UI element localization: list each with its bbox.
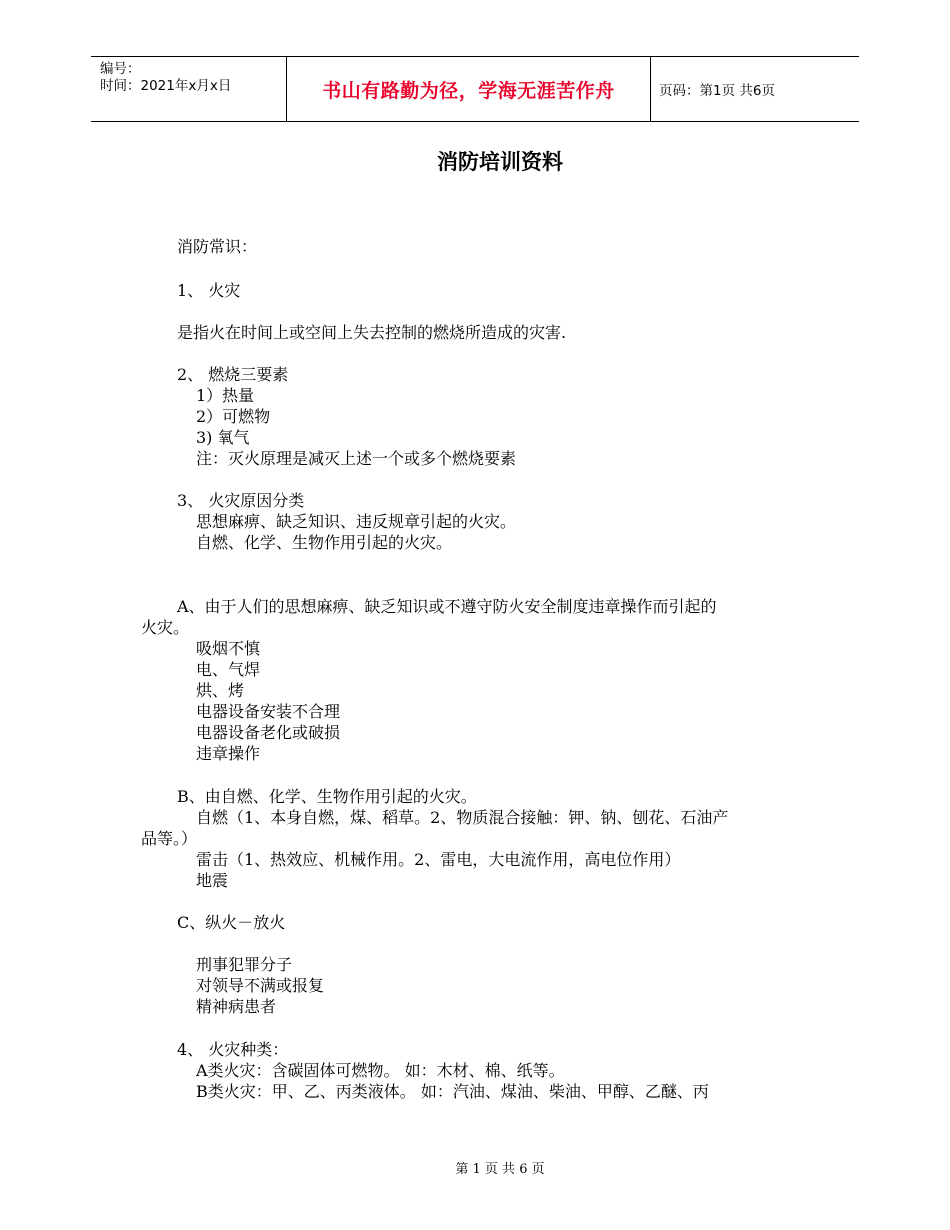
list-item: 违章操作: [196, 744, 261, 763]
list-item: 电、气焊: [196, 660, 261, 679]
document-number-label: 编号：: [100, 61, 141, 77]
section-heading-fire-types: 4、 火灾种类：: [177, 1040, 289, 1059]
list-item: 刑事犯罪分子: [196, 955, 293, 974]
list-item: 电器设备安装不合理: [196, 702, 341, 721]
list-item: 电器设备老化或破损: [196, 723, 341, 742]
list-item: A类火灾：含碳固体可燃物。 如：木材、棉、纸等。: [196, 1061, 565, 1080]
list-item-continued: 品等。）: [141, 829, 198, 848]
list-item: 1）热量: [196, 386, 255, 405]
list-item: 精神病患者: [196, 997, 277, 1016]
document-time-label: 时间：2021年x月x日: [100, 78, 232, 94]
section-heading-fire-causes: 3、 火灾原因分类: [177, 491, 305, 510]
page-title: 消防培训资料: [437, 150, 563, 174]
paragraph-cause-c: C、纵火－放火: [177, 913, 286, 932]
document-header: [91, 56, 859, 122]
section-heading-fire: 1、 火灾: [177, 281, 241, 300]
list-item: 3) 氧气: [196, 428, 250, 447]
header-page-info: 页码：第1页 共6页: [659, 83, 775, 99]
list-item: 地震: [196, 871, 229, 890]
list-item: 自燃、化学、生物作用引起的火灾。: [196, 533, 453, 552]
list-item: 对领导不满或报复: [196, 976, 325, 995]
paragraph-cause-b: B、由自燃、化学、生物作用引起的火灾。: [177, 787, 477, 806]
list-item: 2）可燃物: [196, 407, 271, 426]
paragraph-fire-definition: 是指火在时间上或空间上失去控制的燃烧所造成的灾害.: [177, 323, 567, 342]
page-footer: 第 1 页 共 6 页: [455, 1162, 545, 1177]
list-item: 雷击（1、热效应、机械作用。2、雷电，大电流作用，高电位作用）: [196, 850, 681, 869]
note-text: 注：灭火原理是减灭上述一个或多个燃烧要素: [196, 449, 517, 468]
header-motto: 书山有路勤为径，学海无涯苦作舟: [287, 57, 651, 121]
list-item: 思想麻痹、缺乏知识、违反规章引起的火灾。: [196, 512, 517, 531]
list-item: 自燃（1、本身自燃，煤、稻草。2、物质混合接触：钾、钠、刨花、石油产: [196, 808, 729, 827]
paragraph-cause-a-continued: 火灾。: [141, 618, 190, 637]
section-heading-combustion-elements: 2、 燃烧三要素: [177, 365, 289, 384]
paragraph-cause-a: A、由于人们的思想麻痹、缺乏知识或不遵守防火安全制度违章操作而引起的: [177, 597, 717, 616]
list-item: 吸烟不慎: [196, 639, 261, 658]
list-item: 烘、烤: [196, 681, 245, 700]
section-heading-common-knowledge: 消防常识：: [177, 237, 258, 256]
header-meta-cell: [91, 57, 287, 121]
list-item: B类火灾：甲、乙、丙类液体。 如：汽油、煤油、柴油、甲醇、乙醚、丙: [196, 1082, 709, 1101]
